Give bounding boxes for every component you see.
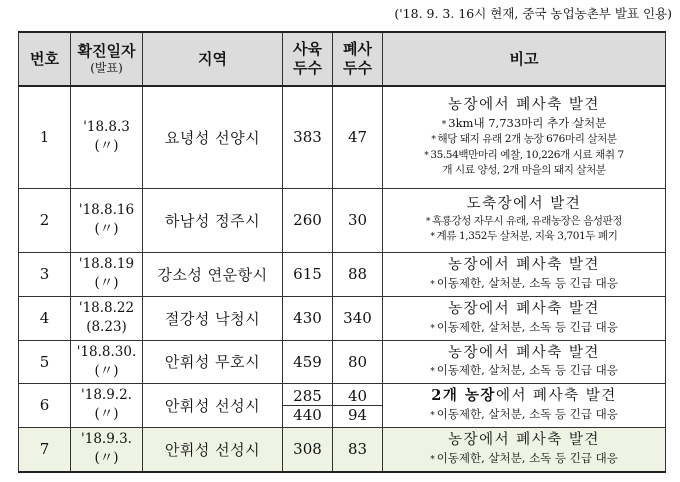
source-note: ('18. 9. 3. 16시 현재, 중국 농업농촌부 발표 인용) (394, 6, 672, 21)
row-remarks (383, 427, 666, 472)
table-header-row (19, 32, 666, 86)
bullet-text: 이동제한, 살처분, 소독 등 긴급 대응 (436, 275, 618, 290)
announce-date: (8.23) (86, 319, 127, 335)
table-row (19, 188, 666, 252)
bullet-text: 흑룡강성 자무시 유래, 유래농장은 음성판정 (432, 215, 623, 228)
header-breeding-line2: 두수 (293, 59, 322, 77)
bullet-mark: * (430, 410, 435, 421)
table-row (19, 340, 666, 383)
row-date (71, 383, 143, 427)
table-row-highlighted (19, 427, 666, 472)
row-remarks (383, 188, 666, 252)
row-breeding: 615 (283, 252, 333, 296)
bullet-mark: * (430, 323, 435, 334)
remark-headline: 농장에서 폐사축 발견 (448, 257, 600, 274)
headline-rest: 에서 폐사축 발견 (495, 388, 617, 405)
announce-date: (〃) (94, 221, 119, 237)
row-culled: 80 (333, 340, 383, 383)
row-region: 하남성 정주시 (143, 188, 283, 252)
header-breeding (283, 32, 333, 86)
row-breeding (283, 383, 333, 427)
bullet-text: 3km내 7,733마리 추가 살처분 (448, 116, 607, 131)
bullet-mark: * (430, 279, 435, 290)
bullet-text: 이동제한, 살처분, 소독 등 긴급 대응 (436, 363, 618, 378)
header-breeding-line1: 사육 (293, 40, 322, 59)
header-culled (333, 32, 383, 86)
table-row (19, 252, 666, 296)
announce-date: (〃) (94, 450, 119, 467)
row-date (71, 340, 143, 383)
confirm-date: '18.9.3. (81, 431, 132, 448)
announce-date: (〃) (94, 138, 119, 155)
confirm-date: '18.8.3 (83, 119, 130, 136)
remark-bullet (383, 115, 665, 132)
row-no: 6 (19, 383, 71, 427)
culled-farm-a: 40 (333, 387, 382, 406)
confirm-date: '18.8.19 (78, 256, 135, 273)
row-region: 절강성 낙청시 (143, 296, 283, 340)
announce-date: (〃) (94, 406, 119, 422)
row-remarks (383, 86, 666, 188)
row-culled: 88 (333, 252, 383, 296)
row-region: 안휘성 무호시 (143, 340, 283, 383)
row-date (71, 188, 143, 252)
row-no: 3 (19, 252, 71, 296)
bullet-text: 35.54백만마리 예찰, 10,226개 시료 채취 7 (430, 148, 624, 161)
confirm-date: '18.8.30. (76, 343, 137, 360)
culled-farm-b: 94 (347, 405, 368, 424)
table-row (19, 383, 666, 427)
header-no: 번호 (19, 32, 71, 86)
breeding-farm-a: 285 (283, 387, 332, 406)
remark-bullet (383, 406, 665, 423)
bullet-mark: * (424, 150, 429, 161)
row-culled: 83 (333, 427, 383, 472)
remark-headline: 농장에서 폐사축 발견 (448, 301, 600, 318)
remark-headline: 농장에서 폐사축 발견 (448, 432, 600, 449)
remark-bullet (383, 229, 665, 244)
row-region: 강소성 연운항시 (143, 252, 283, 296)
headline-bold: 2개 농장 (431, 387, 496, 405)
header-date-sub: (발표) (90, 60, 123, 75)
announce-date: (〃) (94, 362, 119, 379)
row-remarks (383, 252, 666, 296)
row-date (71, 296, 143, 340)
row-region: 안휘성 선성시 (143, 383, 283, 427)
row-no: 5 (19, 340, 71, 383)
remark-bullet (383, 132, 665, 147)
announce-date: (〃) (94, 275, 119, 291)
confirm-date: '18.8.22 (78, 300, 135, 317)
bullet-text: 이동제한, 살처분, 소독 등 긴급 대응 (436, 406, 618, 421)
row-culled: 340 (333, 296, 383, 340)
confirm-date: '18.9.2. (81, 387, 132, 404)
bullet-mark: * (425, 217, 431, 228)
bullet-mark: * (431, 135, 436, 146)
bullet-text: 계류 1,352두 살처분, 지육 3,701두 폐기 (436, 230, 618, 243)
remark-bullet (383, 362, 665, 379)
bullet-mark: * (441, 120, 447, 131)
remark-headline (383, 387, 665, 406)
header-date-label: 확진일자 (77, 42, 136, 61)
remark-bullet (383, 214, 665, 229)
remark-bullet (383, 319, 665, 336)
header-culled-line2: 두수 (343, 59, 372, 77)
bullet-text: 이동제한, 살처분, 소독 등 긴급 대응 (436, 319, 618, 334)
row-breeding: 459 (283, 340, 333, 383)
remark-bullet-continued: 개 시료 양성, 2개 마을의 돼지 살처분 (442, 163, 606, 176)
remark-headline: 농장에서 폐사축 발견 (448, 344, 600, 361)
row-no: 1 (19, 86, 71, 188)
bullet-mark: * (430, 367, 435, 378)
header-culled-line1: 폐사 (343, 40, 372, 59)
remark-headline: 농장에서 폐사축 발견 (448, 97, 600, 114)
row-region: 요녕성 선양시 (143, 86, 283, 188)
row-breeding: 260 (283, 188, 333, 252)
remark-bullet (383, 148, 665, 163)
bullet-text: 해당 돼지 유래 2개 농장 676마리 살처분 (437, 133, 617, 146)
row-culled: 30 (333, 188, 383, 252)
row-breeding: 430 (283, 296, 333, 340)
header-date (71, 32, 143, 86)
confirm-date: '18.8.16 (78, 202, 135, 219)
row-date (71, 252, 143, 296)
header-region: 지역 (143, 32, 283, 86)
outbreak-table (18, 31, 666, 473)
row-remarks (383, 296, 666, 340)
row-remarks (383, 340, 666, 383)
row-region: 안휘성 선성시 (143, 427, 283, 472)
row-breeding: 383 (283, 86, 333, 188)
row-date (71, 427, 143, 472)
remark-bullet (383, 275, 665, 292)
breeding-farm-b: 440 (293, 405, 322, 424)
row-breeding: 308 (283, 427, 333, 472)
row-no: 7 (19, 427, 71, 472)
bullet-mark: * (430, 455, 435, 466)
row-no: 4 (19, 296, 71, 340)
header-remarks: 비고 (383, 32, 666, 86)
remark-bullet (383, 450, 665, 467)
row-culled: 47 (333, 86, 383, 188)
table-row (19, 296, 666, 340)
row-no: 2 (19, 188, 71, 252)
bullet-mark: * (430, 232, 435, 243)
remark-headline: 도축장에서 발견 (466, 196, 582, 213)
table-row (19, 86, 666, 188)
bullet-text: 이동제한, 살처분, 소독 등 긴급 대응 (436, 451, 618, 466)
row-culled (333, 383, 383, 427)
row-remarks (383, 383, 666, 427)
row-date (71, 86, 143, 188)
